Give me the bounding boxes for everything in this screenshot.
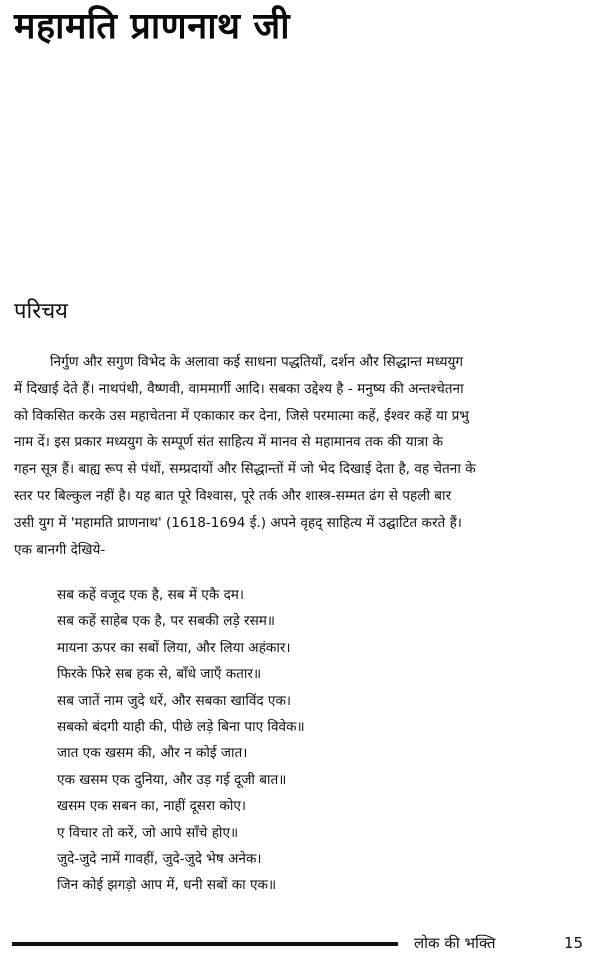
verse-line: ए विचार तो करें, जो आपे साँचे होए॥ (57, 824, 239, 841)
intro-line: एक बानगी देखिये- (14, 541, 106, 558)
verse-line: जुदे-जुदे नामें गावहीं, जुदे-जुदे भेष अनेक। (57, 851, 262, 868)
intro-line: में दिखाई देते हैं। नाथपंथी, वैष्णवी, वाममार्गी आदि। सबका उद्देश्य है - मनुष्य की अन्तश्चेतना (14, 380, 464, 397)
verse-line: खसम एक सबन का, नाहीं दूसरा कोए। (57, 798, 247, 815)
intro-line: स्तर पर बिल्कुल नहीं है। यह बात पूरे विश्वास, पूरे तर्क और शास्त्र-सम्मत ढंग से पहली बार (14, 487, 452, 504)
verse-line: एक खसम एक दुनिया, और उड़ गई दूजी बात॥ (57, 771, 287, 788)
verse-line: सब कहें वजूद एक है, सब में एकै दम। (57, 587, 245, 603)
verse-line: जात एक खसम की, और न कोई जात। (57, 745, 248, 762)
intro-line: को विकसित करके उस महाचेतना में एकाकार कर देना, जिसे परमात्मा कहें, ईश्वर कहें या प्रभु (14, 407, 469, 424)
verse-line: मायना ऊपर का सबों लिया, और लिया अहंकार। (57, 639, 291, 656)
footer-rule (12, 942, 398, 946)
page-number: 15 (564, 934, 584, 952)
section-heading: परिचय (14, 299, 68, 324)
page-title: महामति प्राणनाथ जी (14, 6, 291, 47)
verse-block (57, 582, 557, 899)
intro-line: नाम दें। इस प्रकार मध्ययुग के सम्पूर्ण संत साहित्य में मानव से महामानव तक की यात्रा के (14, 434, 443, 451)
footer-book-title: लोक की भक्ति (414, 934, 496, 952)
intro-line: गहन सूत्र हैं। बाह्य रूप से पंथों, सम्प्रदायों और सिद्धान्तों में जो भेद दिखाई देता है, वह चेतना के (14, 461, 476, 478)
intro-line: निर्गुण और सगुण विभेद के अलावा कई साधना पद्धतियाँ, दर्शन और सिद्धान्त मध्ययुग (50, 354, 464, 370)
intro-paragraph (14, 349, 592, 563)
verse-line: सबको बंदगी याही की, पीछे लड़े बिना पाए विवेक॥ (57, 719, 305, 736)
verse-line: सब जातें नाम जुदे धरें, और सबका खाविंद एक। (57, 692, 292, 709)
verse-line: फिरके फिरे सब हक से, बाँधे जाएँ कतार॥ (57, 666, 262, 683)
verse-line: सब कहें साहेब एक है, पर सबकी लड़े रसम॥ (57, 613, 276, 630)
intro-line: उसी युग में 'महामति प्राणनाथ' (1618-1694 ई.) अपने वृहद् साहित्य में उद्घाटित करते हैं। (14, 514, 462, 531)
verse-line: जिन कोई झगड़ो आप में, धनी सबों का एक॥ (57, 877, 277, 894)
